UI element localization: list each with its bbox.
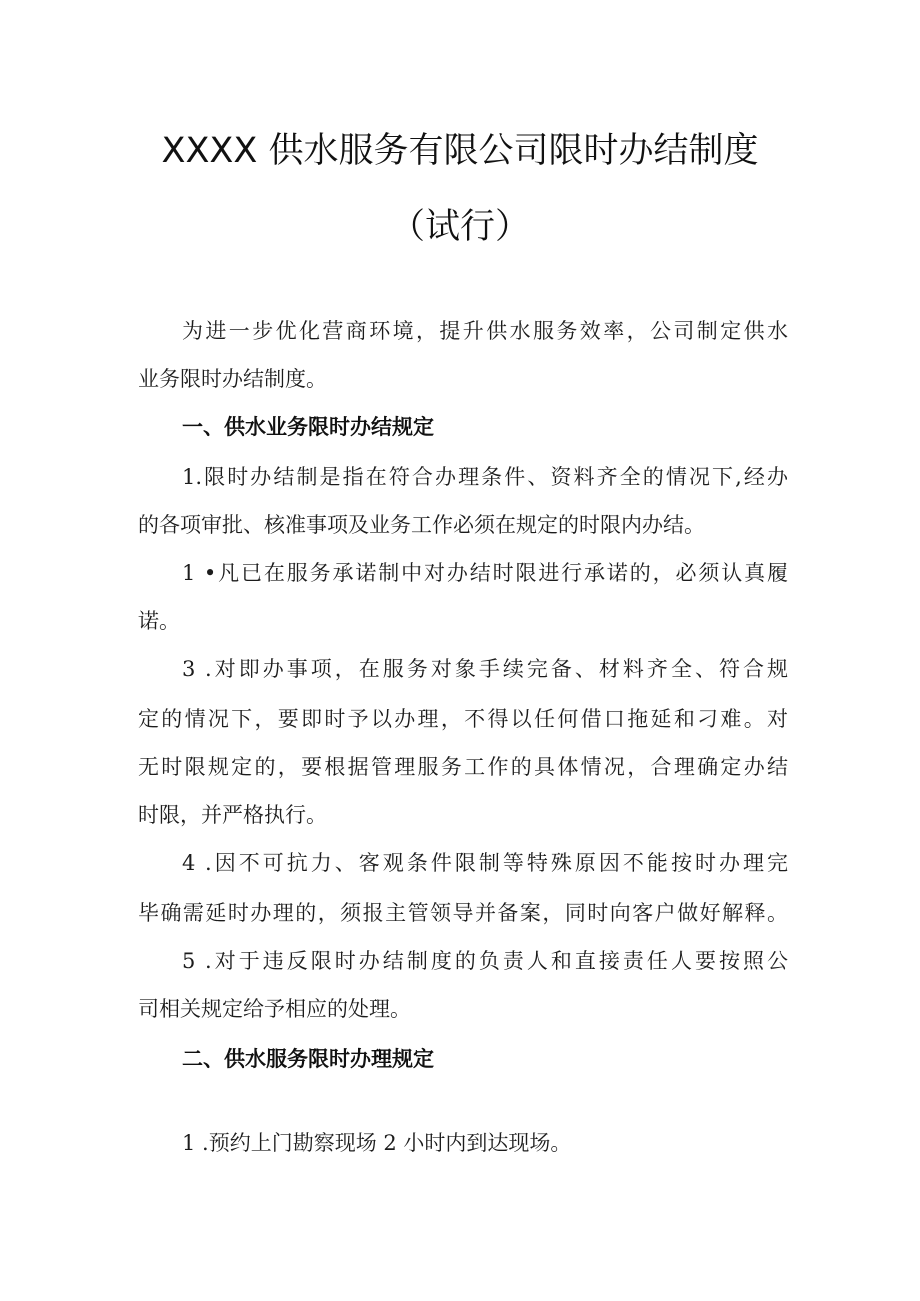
section-1-item-3-line-3: 无时限规定的，要根据管理服务工作的具体情况，合理确定办结 (138, 755, 788, 779)
section-2-heading: 二、供水服务限时办理规定 (182, 1047, 434, 1071)
section-1-item-4-line-2: 毕确需延时办理的，须报主管领导并备案，同时向客户做好解释。 (138, 901, 788, 925)
section-1-item-5-line-1: 5 .对于违反限时办结制度的负责人和直接责任人要按照公 (182, 949, 788, 973)
section-1-item-1-line-1: 1.限时办结制是指在符合办理条件、资料齐全的情况下,经办 (182, 465, 788, 489)
section-1-heading: 一、供水业务限时办结规定 (182, 415, 434, 439)
section-1-item-3-line-1: 3 .对即办事项，在服务对象手续完备、材料齐全、符合规 (182, 657, 788, 681)
section-1-item-3-line-4: 时限，并严格执行。 (138, 803, 327, 827)
section-1-item-2-line-1: 1 •凡已在服务承诺制中对办结时限进行承诺的，必须认真履 (182, 561, 788, 585)
intro-line-1: 为进一步优化营商环境，提升供水服务效率，公司制定供水 (182, 319, 788, 343)
section-1-item-4-line-1: 4 .因不可抗力、客观条件限制等特殊原因不能按时办理完 (182, 851, 788, 875)
section-2-item-1-line-1: 1 .预约上门勘察现场 2 小时内到达现场。 (182, 1131, 572, 1155)
document-title: XXXX 供水服务有限公司限时办结制度 (161, 131, 759, 171)
section-1-item-2-line-2: 诺。 (138, 609, 180, 633)
intro-line-2: 业务限时办结制度。 (138, 367, 327, 391)
section-1-item-1-line-2: 的各项审批、核准事项及业务工作必须在规定的时限内办结。 (138, 513, 705, 537)
section-1-item-3-line-2: 定的情况下，要即时予以办理，不得以任何借口拖延和刁难。对 (138, 707, 788, 731)
document-subtitle: （试行） (389, 207, 530, 247)
section-1-item-5-line-2: 司相关规定给予相应的处理。 (138, 997, 411, 1021)
